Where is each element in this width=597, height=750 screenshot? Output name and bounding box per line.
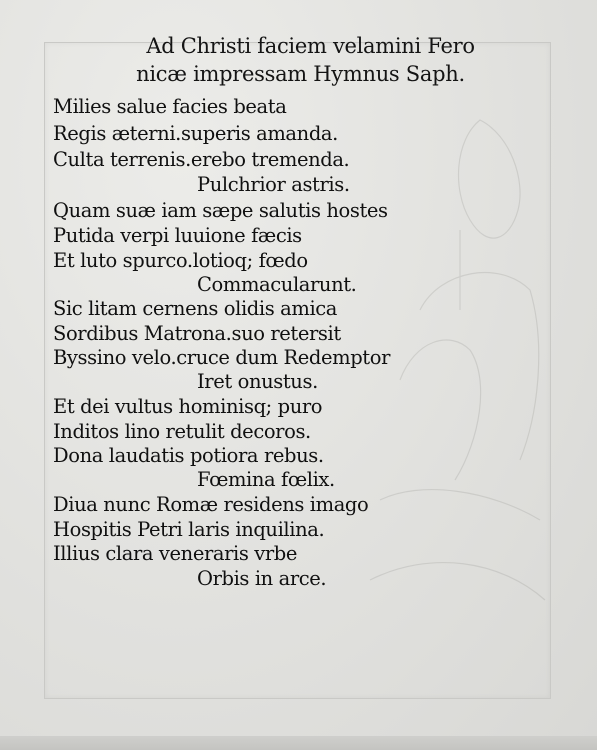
verse-line: Et dei vultus hominisq; puro xyxy=(53,395,323,418)
verse-line: Inditos lino retulit decoros. xyxy=(53,420,311,443)
hymn-title-line-2: nicæ impressam Hymnus Saph. xyxy=(136,62,465,86)
verse-line: Commacularunt. xyxy=(197,273,357,296)
verse-line: Et luto spurco.lotioq; fœdo xyxy=(53,249,308,272)
verse-line: Culta terrenis.erebo tremenda. xyxy=(53,148,350,171)
verse-line: Iret onustus. xyxy=(197,370,318,393)
verse-line: Pulchrior astris. xyxy=(197,173,350,196)
verse-line: Diua nunc Romæ residens imago xyxy=(53,493,369,516)
verse-line: Illius clara veneraris vrbe xyxy=(53,542,298,565)
photo-border xyxy=(0,736,597,750)
verse-line: Putida verpi luuione fæcis xyxy=(53,224,302,247)
verse-line: Sordibus Matrona.suo retersit xyxy=(53,322,341,345)
verse-line: Fœmina fœlix. xyxy=(197,468,335,491)
verse-line: Sic litam cernens olidis amica xyxy=(53,297,338,320)
verse-line: Regis æterni.superis amanda. xyxy=(53,122,338,145)
verse-line: Byssino velo.cruce dum Redemptor xyxy=(53,346,390,369)
verse-line: Quam suæ iam sæpe salutis hostes xyxy=(53,199,388,222)
hymn-title-line-1: Ad Christi faciem velamini Fero xyxy=(146,34,475,58)
verse-line: Dona laudatis potiora rebus. xyxy=(53,444,324,467)
verse-line: Orbis in arce. xyxy=(197,567,327,590)
verse-line: Milies salue facies beata xyxy=(53,95,287,118)
verse-line: Hospitis Petri laris inquilina. xyxy=(53,518,325,541)
